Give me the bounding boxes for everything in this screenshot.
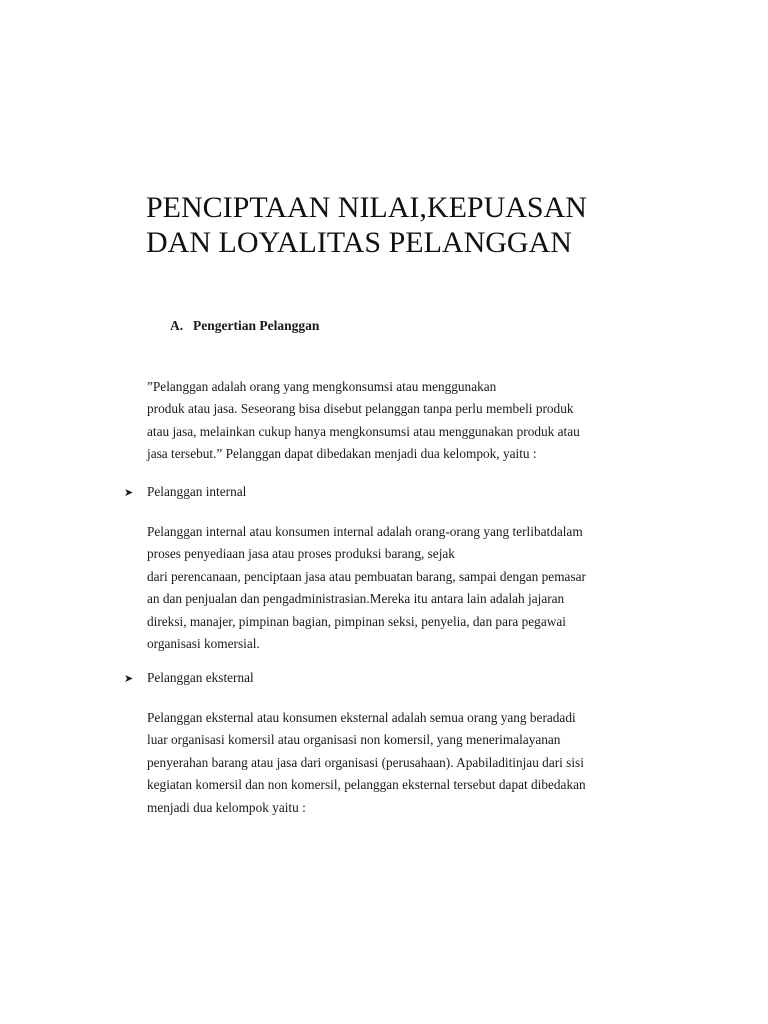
paragraph-line: penyerahan barang atau jasa dari organisasi (perusahaan). Apabiladitinjau dari sisi: [147, 754, 584, 770]
paragraph-line: menjadi dua kelompok yaitu :: [147, 799, 306, 815]
paragraph-line: Pelanggan eksternal atau konsumen eksternal adalah semua orang yang beradadi: [147, 710, 576, 725]
bullet-label: Pelanggan eksternal: [147, 670, 254, 685]
bullet-label: Pelanggan internal: [147, 484, 247, 499]
paragraph-line: produk atau jasa. Seseorang bisa disebut pelanggan tanpa perlu membeli produk: [147, 401, 574, 417]
paragraph-line: dari perencanaan, penciptaan jasa atau pembuatan barang, sampai dengan pemasar: [147, 568, 586, 584]
arrowhead-bullet-icon: ➤: [124, 486, 134, 499]
paragraph-line: atau jasa, melainkan cukup hanya mengkonsumsi atau menggunakan produk atau: [147, 423, 580, 439]
section-letter: A.: [170, 318, 184, 333]
title-line-1: PENCIPTAAN NILAI,KEPUASAN: [146, 191, 587, 224]
bullet-internal: [124, 484, 246, 500]
paragraph-line: organisasi komersial.: [147, 636, 260, 652]
paragraph-line: an dan penjualan dan pengadministrasian.Mereka itu antara lain adalah jajaran: [147, 591, 565, 607]
paragraph-line: Pelanggan internal atau konsumen internal adalah orang-orang yang terlibatdalam: [147, 524, 583, 539]
paragraph-line: kegiatan komersil dan non komersil, pelanggan eksternal tersebut dapat dibedakan: [147, 777, 586, 793]
section-heading-text: Pengertian Pelanggan: [193, 318, 320, 333]
intro-paragraph: [147, 376, 687, 466]
paragraph-line: jasa tersebut.” Pelanggan dapat dibedakan menjadi dua kelompok, yaitu :: [147, 446, 537, 462]
title-line-2: DAN LOYALITAS PELANGGAN: [146, 226, 572, 259]
paragraph-line: proses penyediaan jasa atau proses produksi barang, sejak: [147, 546, 455, 562]
document-title: [146, 190, 587, 260]
paragraph-line: luar organisasi komersil atau organisasi non komersil, yang menerimalayanan: [147, 732, 561, 748]
arrowhead-bullet-icon: ➤: [124, 672, 134, 685]
external-paragraph: [147, 707, 687, 819]
paragraph-line: direksi, manajer, pimpinan bagian, pimpinan seksi, penyelia, dan para pegawai: [147, 613, 566, 629]
paragraph-line: ”Pelanggan adalah orang yang mengkonsumsi atau menggunakan: [147, 379, 497, 394]
section-a-heading: [170, 318, 319, 334]
bullet-external: [124, 670, 254, 686]
internal-paragraph: [147, 521, 687, 655]
